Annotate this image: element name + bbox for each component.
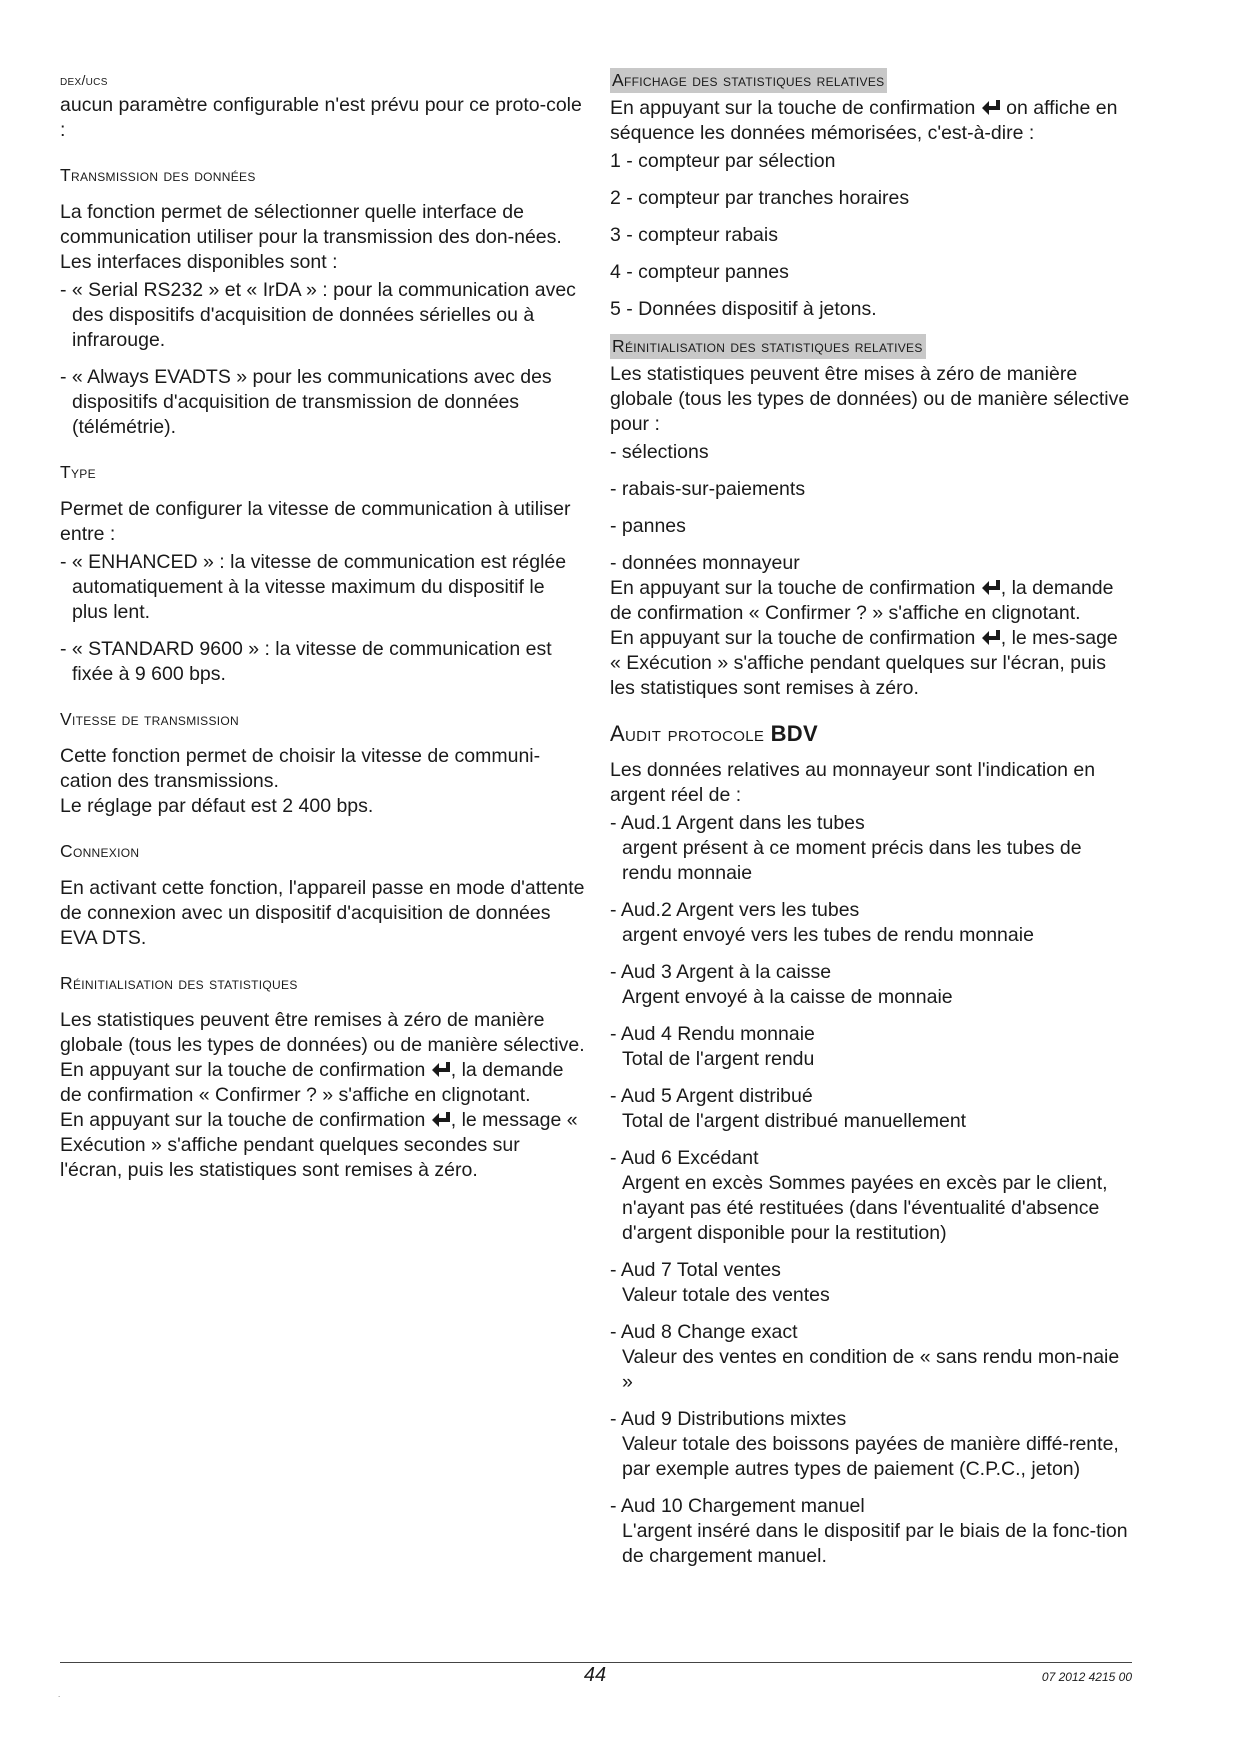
dexucs-text: aucun paramètre configurable n'est prévu pour ce proto-cole : — [60, 94, 582, 141]
reinit-text-2 — [60, 1058, 585, 1108]
reinit-rel-text-2b: , la demande de confirmation « Confirmer ? » s'affiche en clignotant. — [610, 577, 1114, 624]
vitesse-heading: Vitesse de transmission — [60, 709, 239, 729]
transmission-heading: Transmission des données — [60, 165, 256, 185]
audit-item-title: - Aud 9 Distributions mixtes — [610, 1408, 847, 1430]
reinit-text-3 — [60, 1108, 585, 1183]
audit-item-desc: argent envoyé vers les tubes de rendu monnaie — [622, 924, 1034, 946]
connexion-text: En activant cette fonction, l'appareil passe en mode d'attente de connexion avec un dispositif d'acquisition de données EVA DTS. — [60, 877, 585, 949]
type-heading: Type — [60, 462, 96, 482]
audit-item-title: - Aud 5 Argent distribué — [610, 1085, 813, 1107]
audit-heading — [610, 721, 1130, 746]
affichage-item-1: 1 - compteur par sélection — [610, 150, 836, 172]
reinit-rel-item-4: - données monnayeur — [610, 552, 800, 574]
audit-item-desc: Argent en excès Sommes payées en excès par le client, n'ayant pas été restituées (dans l'éventualité d'absence d'argent disponible pour la restitution) — [622, 1172, 1108, 1244]
reinit-rel-item-1: - sélections — [610, 441, 709, 463]
reinit-rel-item-3: - pannes — [610, 515, 686, 537]
type-text: Permet de configurer la vitesse de communication à utiliser entre : — [60, 498, 571, 545]
audit-item — [610, 1320, 1130, 1395]
audit-item — [610, 811, 1130, 886]
audit-item-desc: Valeur totale des ventes — [622, 1284, 830, 1306]
audit-heading-a: Audit protocole — [610, 721, 771, 746]
audit-item-title: - Aud 8 Change exact — [610, 1321, 798, 1343]
reinit-text-1: Les statistiques peuvent être remises à zéro de manière globale (tous les types de données) ou de manière sélective. — [60, 1009, 585, 1056]
reinit-rel-item-2: - rabais-sur-paiements — [610, 478, 806, 500]
reinit-rel-text: Les statistiques peuvent être mises à zéro de manière globale (tous les types de données) ou de manière sélective pour : — [610, 363, 1130, 435]
audit-item-title: - Aud 10 Chargement manuel — [610, 1495, 865, 1517]
enter-key-icon — [981, 579, 1001, 597]
audit-item-desc: Total de l'argent rendu — [622, 1048, 815, 1070]
audit-text: Les données relatives au monnayeur sont l'indication en argent réel de : — [610, 759, 1096, 806]
page-number: 44 — [583, 1664, 607, 1686]
audit-item — [610, 898, 1130, 948]
connexion-heading: Connexion — [60, 841, 140, 861]
reinit-text-2b: , la demande de confirmation « Confirmer ? » s'affiche en clignotant. — [60, 1059, 564, 1106]
transmission-item-2: - « Always EVADTS » pour les communications avec des dispositifs d'acquisition de transmission de données (télémétrie). — [60, 366, 552, 438]
type-item-1: - « ENHANCED » : la vitesse de communication est réglée automatiquement à la vitesse maximum du dispositif le plus lent. — [60, 551, 567, 623]
right-column — [610, 68, 1130, 1581]
audit-item-desc: argent présent à ce moment précis dans les tubes de rendu monnaie — [622, 837, 1082, 884]
affichage-item-2: 2 - compteur par tranches horaires — [610, 187, 910, 209]
affichage-text — [610, 96, 1130, 146]
affichage-item-3: 3 - compteur rabais — [610, 224, 778, 246]
reinit-rel-text-3b: , le mes-sage « Exécution » s'affiche pendant quelques sur l'écran, puis les statistiques sont remises à zéro. — [610, 627, 1118, 699]
audit-item-title: - Aud 3 Argent à la caisse — [610, 961, 832, 983]
audit-item-title: - Aud 6 Excédant — [610, 1147, 759, 1169]
audit-item — [610, 1146, 1130, 1246]
audit-item-desc: Argent envoyé à la caisse de monnaie — [622, 986, 953, 1008]
footer-divider — [60, 1662, 1132, 1663]
audit-item — [610, 1022, 1130, 1072]
audit-item-title: - Aud 4 Rendu monnaie — [610, 1023, 815, 1045]
audit-item-desc: Valeur des ventes en condition de « sans rendu mon-naie » — [622, 1346, 1120, 1393]
reinit-rel-text-2a: En appuyant sur la touche de confirmation — [610, 577, 976, 599]
dexucs-heading: dex/ucs — [60, 72, 108, 88]
footer-dot: . — [58, 1690, 61, 1699]
reinit-rel-text-3a: En appuyant sur la touche de confirmation — [610, 627, 976, 649]
left-column — [60, 68, 585, 1183]
audit-item — [610, 1407, 1130, 1482]
enter-key-icon — [981, 629, 1001, 647]
audit-item — [610, 1084, 1130, 1134]
audit-item-title: - Aud.2 Argent vers les tubes — [610, 899, 860, 921]
reinit-rel-text-3 — [610, 626, 1130, 701]
audit-item — [610, 960, 1130, 1010]
vitesse-text-2: Le réglage par défaut est 2 400 bps. — [60, 795, 374, 817]
affichage-item-5: 5 - Données dispositif à jetons. — [610, 298, 877, 320]
reinit-rel-heading: Réinitialisation des statistiques relatives — [610, 334, 926, 359]
enter-key-icon — [981, 99, 1001, 117]
reinit-text-3a: En appuyant sur la touche de confirmation — [60, 1109, 426, 1131]
audit-item-title: - Aud.1 Argent dans les tubes — [610, 812, 865, 834]
audit-heading-b: BDV — [770, 721, 818, 746]
type-item-2: - « STANDARD 9600 » : la vitesse de communication est fixée à 9 600 bps. — [60, 638, 552, 685]
reinit-text-2a: En appuyant sur la touche de confirmation — [60, 1059, 426, 1081]
enter-key-icon — [431, 1061, 451, 1079]
transmission-item-1: - « Serial RS232 » et « IrDA » : pour la communication avec des dispositifs d'acquisition de données sérielles ou à infrarouge. — [60, 279, 576, 351]
enter-key-icon — [431, 1111, 451, 1129]
audit-item-desc: L'argent inséré dans le dispositif par le biais de la fonc-tion de chargement manuel. — [622, 1520, 1128, 1567]
transmission-text: La fonction permet de sélectionner quelle interface de communication utiliser pour la transmission des don-nées. Les interfaces disponibles sont : — [60, 201, 562, 273]
document-code: 07 2012 4215 00 — [1041, 1670, 1132, 1684]
audit-item — [610, 1258, 1130, 1308]
audit-item — [610, 1494, 1130, 1569]
reinit-rel-text-2 — [610, 576, 1130, 626]
audit-item-desc: Valeur totale des boissons payées de manière diffé-rente, par exemple autres types de paiement (C.P.C., jeton) — [622, 1433, 1119, 1480]
reinit-heading: Réinitialisation des statistiques — [60, 973, 298, 993]
affichage-item-4: 4 - compteur pannes — [610, 261, 789, 283]
affichage-text-a: En appuyant sur la touche de confirmation — [610, 97, 976, 119]
affichage-text-b: on affiche en séquence les données mémorisées, c'est-à-dire : — [610, 97, 1118, 144]
vitesse-text-1: Cette fonction permet de choisir la vitesse de communi-cation des transmissions. — [60, 745, 541, 792]
audit-item-desc: Total de l'argent distribué manuellement — [622, 1110, 967, 1132]
audit-item-title: - Aud 7 Total ventes — [610, 1259, 781, 1281]
reinit-text-3b: , le message « Exécution » s'affiche pendant quelques secondes sur l'écran, puis les statistiques sont remises à zéro. — [60, 1109, 578, 1181]
affichage-heading: Affichage des statistiques relatives — [610, 68, 887, 93]
